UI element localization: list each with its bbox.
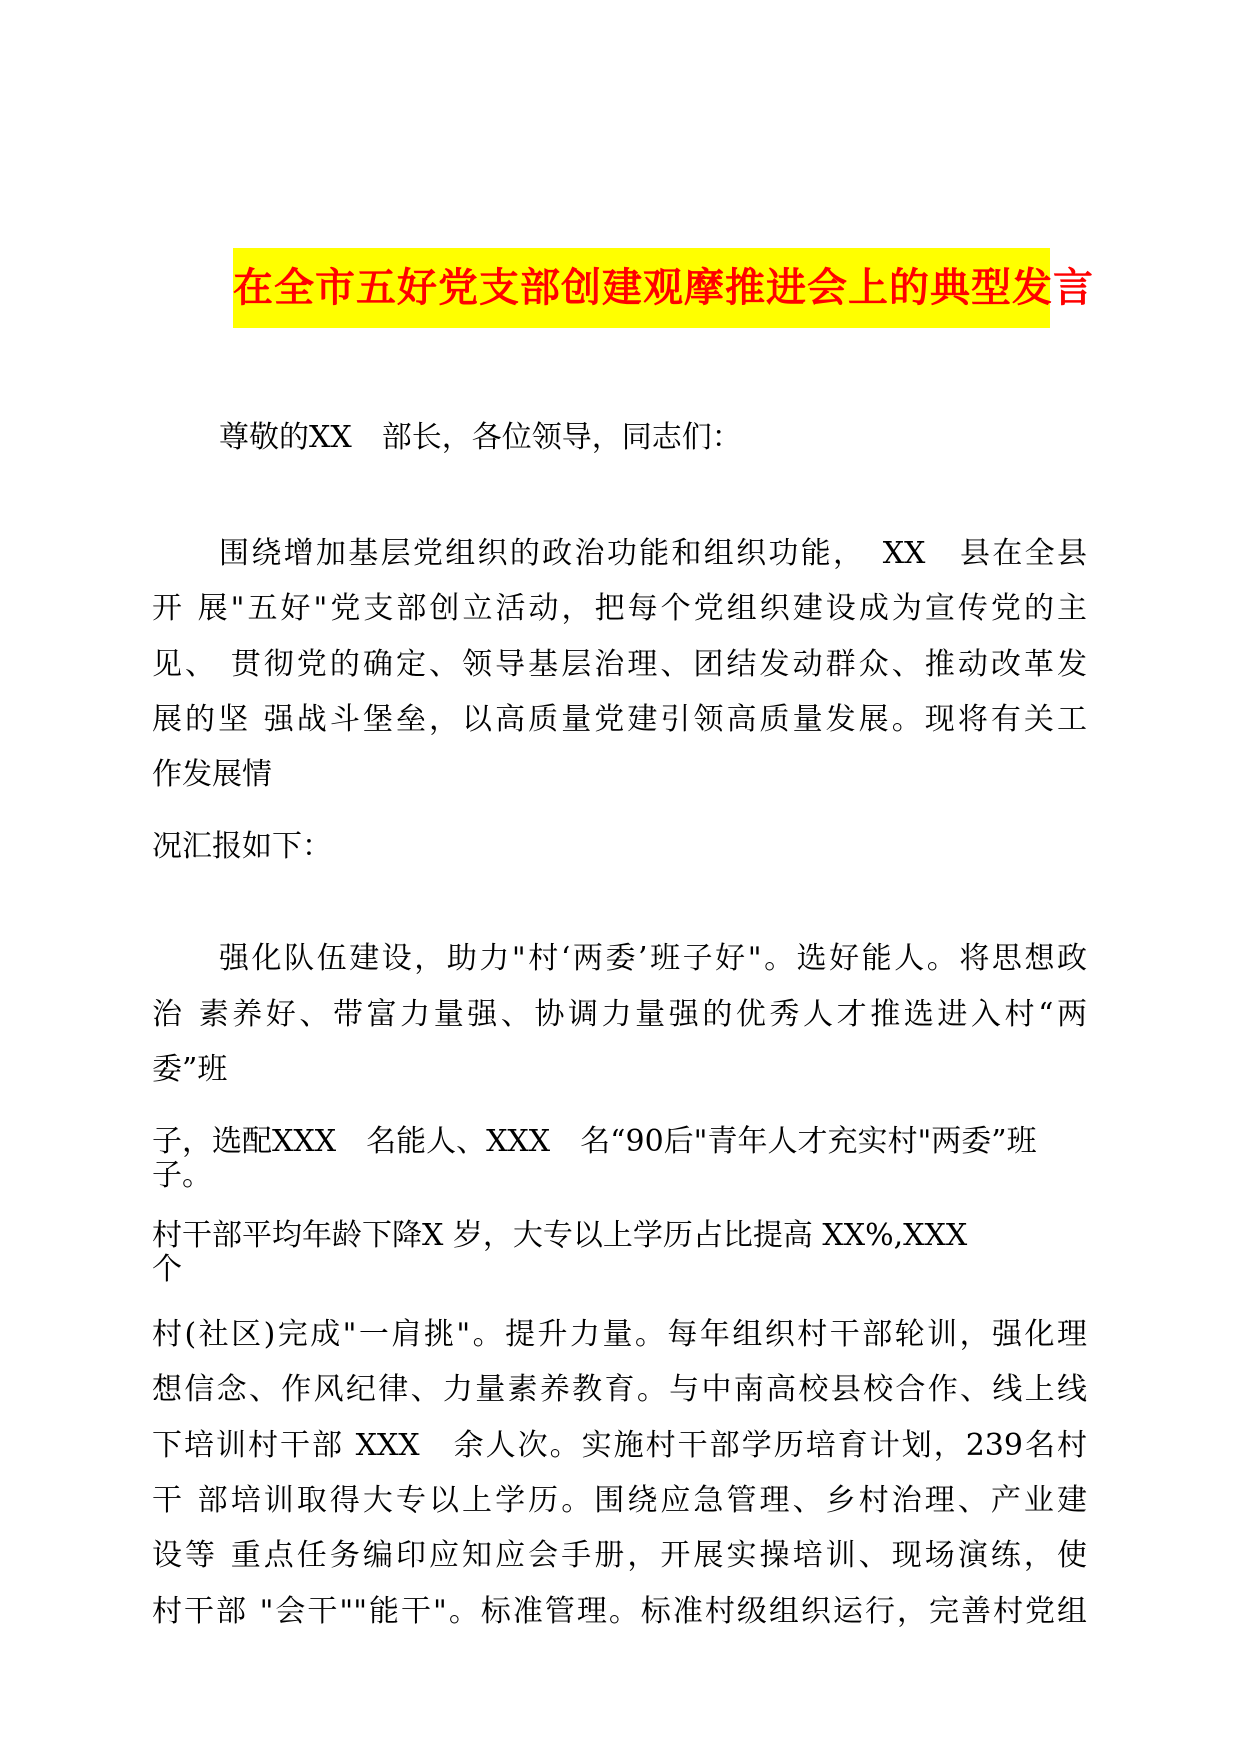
paragraph1-line: 况汇报如下： [152,829,332,864]
paragraph2-line: 子。 [152,1158,212,1193]
paragraph2-line: 村干部 "会干""能干"。标准管理。标准村级组织运行，完善村党组 [152,1594,1087,1629]
document-title: 在全市五好党支部创建观摩推进会上的典型发言 [233,248,1050,328]
paragraph2-line: 干 部培训取得大专以上学历。围绕应急管理、乡村治理、产业建 [152,1483,1087,1518]
paragraph2-line: 个 [152,1252,182,1287]
paragraph1-line: 见、 贯彻党的确定、领导基层治理、团结发动群众、推动改革发 [152,647,1087,682]
paragraph2-line: 村干部平均年龄下降X 岁，大专以上学历占比提高 XX%,XXX [152,1218,968,1253]
paragraph2-line: 治 素养好、带富力量强、协调力量强的优秀人才推选进入村“两 [152,997,1087,1032]
salutation: 尊敬的XX 部长，各位领导，同志们： [219,420,742,455]
paragraph2-line: 村(社区)完成"一肩挑"。提升力量。每年组织村干部轮训，强化理 [152,1317,1087,1352]
paragraph2-line: 子，选配XXX 名能人、XXX 名“90后"青年人才充实村"两委”班 [152,1124,1037,1159]
paragraph2-line: 想信念、作风纪律、力量素养教育。与中南高校县校合作、线上线 [152,1372,1087,1407]
paragraph2-line: 下培训村干部 XXX 余人次。实施村干部学历培育计划，239名村 [152,1428,1087,1463]
paragraph2-line: 设等 重点任务编印应知应会手册，开展实操培训、现场演练，使 [152,1538,1087,1573]
paragraph1-line: 展的坚 强战斗堡垒，以高质量党建引领高质量发展。现将有关工 [152,702,1087,737]
paragraph1-line: 围绕增加基层党组织的政治功能和组织功能， XX 县在全县 [219,536,1087,571]
paragraph2-line: 强化队伍建设，助力"村‘两委’班子好"。选好能人。将思想政 [219,941,1087,976]
paragraph1-line: 开 展"五好"党支部创立活动，把每个党组织建设成为宣传党的主 [152,591,1087,626]
paragraph2-line: 委”班 [152,1052,228,1087]
paragraph1-line: 作发展情 [152,757,272,792]
